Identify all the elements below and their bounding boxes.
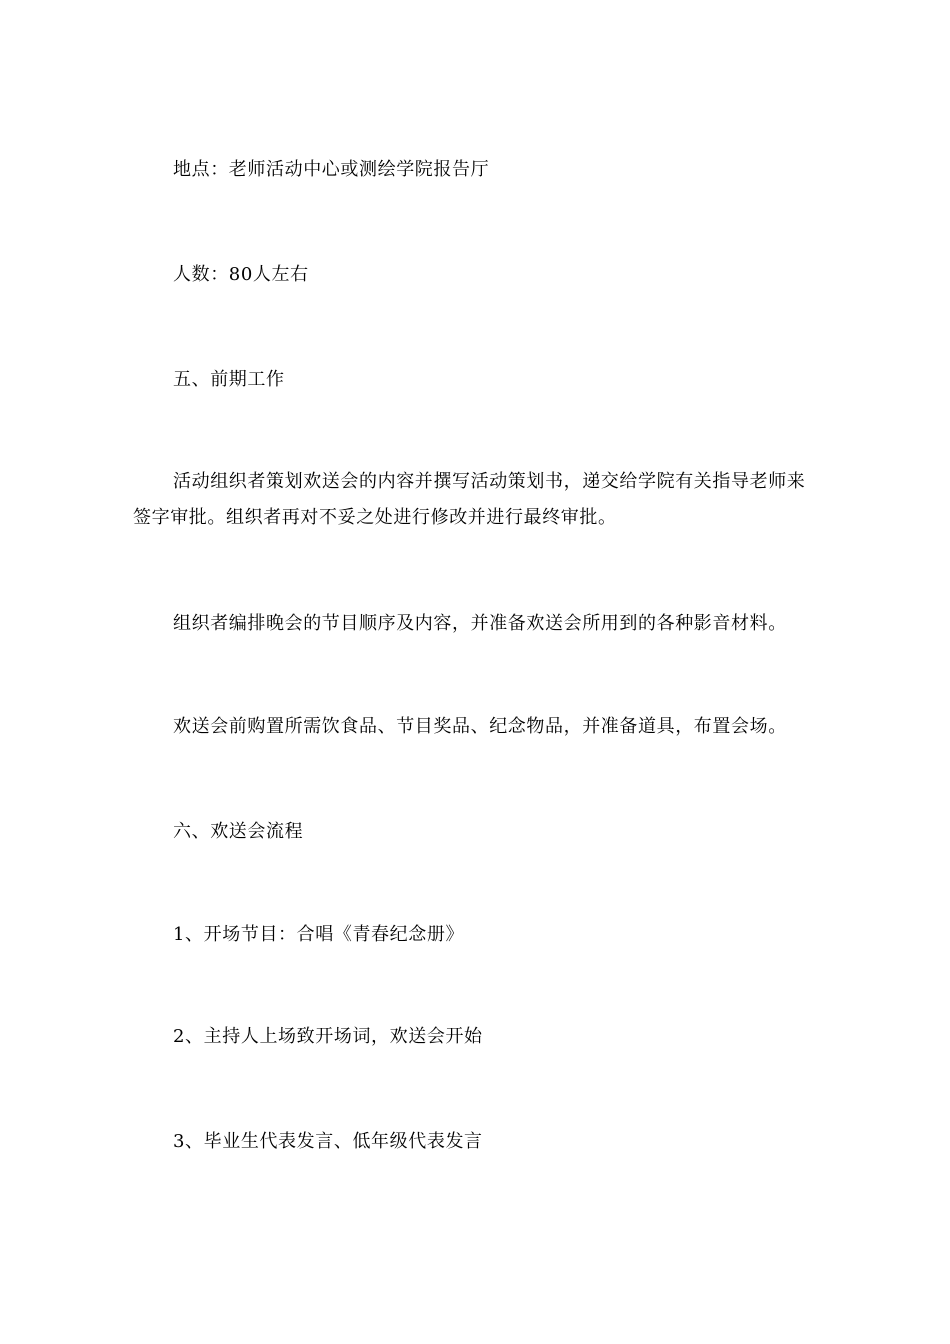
preparation-paragraph-2: 组织者编排晚会的节目顺序及内容，并准备欢送会所用到的各种影音材料。 (173, 613, 787, 634)
section-heading-preparation: 五、前期工作 (173, 369, 285, 390)
section-heading-procedure: 六、欢送会流程 (173, 821, 304, 842)
procedure-item-1: 1、开场节目：合唱《青春纪念册》 (173, 924, 465, 945)
venue-line: 地点：老师活动中心或测绘学院报告厅 (173, 159, 490, 180)
attendance-line: 人数：80人左右 (173, 264, 309, 285)
preparation-paragraph-1: 活动组织者策划欢送会的内容并撰写活动策划书，递交给学院有关指导老师来签字审批。组织者再对不妥之处进行修改并进行最终审批。 (133, 471, 806, 528)
procedure-item-2: 2、主持人上场致开场词，欢送会开始 (173, 1026, 483, 1047)
procedure-item-3: 3、毕业生代表发言、低年级代表发言 (173, 1131, 483, 1152)
preparation-paragraph-3: 欢送会前购置所需饮食品、节目奖品、纪念物品，并准备道具，布置会场。 (173, 716, 787, 737)
